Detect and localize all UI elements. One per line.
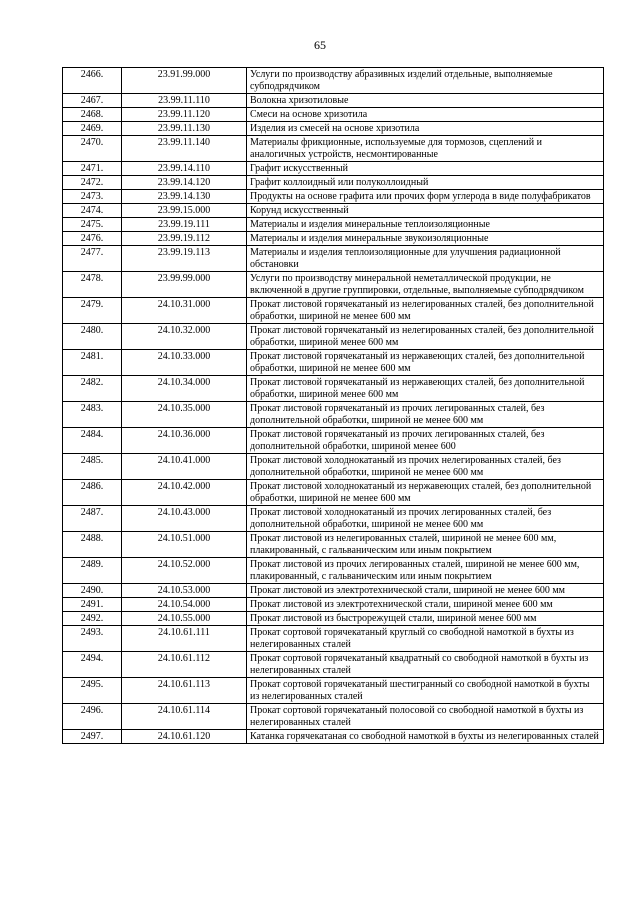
table-row	[63, 272, 604, 298]
description-cell: Прокат листовой горячекатаный из прочих легированных сталей, без дополнительной обработки, шириной не менее 600 мм	[247, 402, 604, 428]
table-row	[63, 584, 604, 598]
row-number-cell: 2466.	[63, 68, 122, 94]
page-number: 65	[314, 38, 326, 52]
description-cell: Прокат сортовой горячекатаный квадратный со свободной намоткой в бухты из нелегированных сталей	[247, 652, 604, 678]
okpd-code-cell: 24.10.33.000	[122, 350, 247, 376]
okpd-code-cell: 23.99.11.140	[122, 136, 247, 162]
okpd-code-cell: 23.99.19.111	[122, 218, 247, 232]
row-number-cell: 2488.	[63, 532, 122, 558]
table-row	[63, 218, 604, 232]
okpd-code-cell: 23.99.14.130	[122, 190, 247, 204]
table-row	[63, 324, 604, 350]
table-row	[63, 652, 604, 678]
row-number-cell: 2477.	[63, 246, 122, 272]
description-cell: Прокат сортовой горячекатаный полосовой со свободной намоткой в бухты из нелегированных сталей	[247, 704, 604, 730]
okpd-code-cell: 24.10.61.114	[122, 704, 247, 730]
okpd-code-cell: 24.10.35.000	[122, 402, 247, 428]
okpd-code-cell: 24.10.36.000	[122, 428, 247, 454]
okpd-code-cell: 24.10.52.000	[122, 558, 247, 584]
row-number-cell: 2487.	[63, 506, 122, 532]
description-cell: Прокат сортовой горячекатаный круглый со свободной намоткой в бухты из нелегированных сталей	[247, 626, 604, 652]
description-cell: Изделия из смесей на основе хризотила	[247, 122, 604, 136]
description-cell: Прокат листовой горячекатаный из нержавеющих сталей, без дополнительной обработки, шириной не менее 600 мм	[247, 350, 604, 376]
okpd-code-cell: 24.10.34.000	[122, 376, 247, 402]
description-cell: Прокат листовой из прочих легированных сталей, шириной не менее 600 мм, плакированный, с гальваническим или иным покрытием	[247, 558, 604, 584]
row-number-cell: 2478.	[63, 272, 122, 298]
description-cell: Материалы фрикционные, используемые для тормозов, сцеплений и аналогичных устройств, несмонтированные	[247, 136, 604, 162]
row-number-cell: 2475.	[63, 218, 122, 232]
table-row	[63, 506, 604, 532]
row-number-cell: 2470.	[63, 136, 122, 162]
table-row	[63, 350, 604, 376]
okpd-code-cell: 24.10.54.000	[122, 598, 247, 612]
row-number-cell: 2476.	[63, 232, 122, 246]
okpd-code-cell: 24.10.61.111	[122, 626, 247, 652]
row-number-cell: 2494.	[63, 652, 122, 678]
description-cell: Прокат сортовой горячекатаный шестигранный со свободной намоткой в бухты из нелегированных сталей	[247, 678, 604, 704]
table-row	[63, 122, 604, 136]
description-cell: Материалы и изделия минеральные теплоизоляционные	[247, 218, 604, 232]
table-row	[63, 162, 604, 176]
row-number-cell: 2467.	[63, 94, 122, 108]
okpd-code-cell: 23.99.11.110	[122, 94, 247, 108]
okpd-code-cell: 24.10.32.000	[122, 324, 247, 350]
table-row	[63, 532, 604, 558]
description-cell: Прокат листовой из электротехнической стали, шириной менее 600 мм	[247, 598, 604, 612]
description-cell: Услуги по производству минеральной неметаллической продукции, не включенной в другие группировки, отдельные, выполняемые субподрядчиком	[247, 272, 604, 298]
description-cell: Прокат листовой горячекатаный из нелегированных сталей, без дополнительной обработки, шириной не менее 600 мм	[247, 298, 604, 324]
table-row	[63, 176, 604, 190]
row-number-cell: 2493.	[63, 626, 122, 652]
description-cell: Графит коллоидный или полуколлоидный	[247, 176, 604, 190]
table-row	[63, 612, 604, 626]
row-number-cell: 2489.	[63, 558, 122, 584]
row-number-cell: 2468.	[63, 108, 122, 122]
row-number-cell: 2497.	[63, 730, 122, 744]
row-number-cell: 2482.	[63, 376, 122, 402]
description-cell: Материалы и изделия теплоизоляционные для улучшения радиационной обстановки	[247, 246, 604, 272]
description-cell: Прокат листовой холоднокатаный из прочих нелегированных сталей, без дополнительной обработки, шириной не менее 600 мм	[247, 454, 604, 480]
table-row	[63, 68, 604, 94]
okpd-code-cell: 23.99.11.120	[122, 108, 247, 122]
okpd-code-cell: 23.99.14.110	[122, 162, 247, 176]
okpd-code-cell: 24.10.61.112	[122, 652, 247, 678]
okpd-code-cell: 23.99.11.130	[122, 122, 247, 136]
okpd-code-cell: 23.99.14.120	[122, 176, 247, 190]
row-number-cell: 2472.	[63, 176, 122, 190]
description-cell: Графит искусственный	[247, 162, 604, 176]
table-row	[63, 558, 604, 584]
table-row	[63, 376, 604, 402]
okpd-code-cell: 24.10.61.120	[122, 730, 247, 744]
description-cell: Прокат листовой горячекатаный из нелегированных сталей, без дополнительной обработки, шириной менее 600 мм	[247, 324, 604, 350]
table-row	[63, 704, 604, 730]
description-cell: Прокат листовой из нелегированных сталей, шириной не менее 600 мм, плакированный, с гальваническим или иным покрытием	[247, 532, 604, 558]
description-cell: Прокат листовой горячекатаный из прочих легированных сталей, без дополнительной обработки, шириной менее 600	[247, 428, 604, 454]
row-number-cell: 2496.	[63, 704, 122, 730]
row-number-cell: 2473.	[63, 190, 122, 204]
row-number-cell: 2492.	[63, 612, 122, 626]
row-number-cell: 2495.	[63, 678, 122, 704]
description-cell: Прокат листовой горячекатаный из нержавеющих сталей, без дополнительной обработки, шириной менее 600 мм	[247, 376, 604, 402]
table-row	[63, 108, 604, 122]
okpd-code-cell: 24.10.61.113	[122, 678, 247, 704]
row-number-cell: 2480.	[63, 324, 122, 350]
row-number-cell: 2481.	[63, 350, 122, 376]
registry-table	[62, 67, 604, 744]
okpd-code-cell: 23.99.19.112	[122, 232, 247, 246]
description-cell: Корунд искусственный	[247, 204, 604, 218]
okpd-code-cell: 24.10.42.000	[122, 480, 247, 506]
description-cell: Прокат листовой холоднокатаный из прочих легированных сталей, без дополнительной обработки, шириной не менее 600 мм	[247, 506, 604, 532]
table-row	[63, 730, 604, 744]
row-number-cell: 2485.	[63, 454, 122, 480]
okpd-code-cell: 24.10.53.000	[122, 584, 247, 598]
table-row	[63, 94, 604, 108]
description-cell: Прокат листовой из быстрорежущей стали, шириной менее 600 мм	[247, 612, 604, 626]
table-row	[63, 626, 604, 652]
table-row	[63, 204, 604, 218]
row-number-cell: 2474.	[63, 204, 122, 218]
description-cell: Продукты на основе графита или прочих форм углерода в виде полуфабрикатов	[247, 190, 604, 204]
table-row	[63, 246, 604, 272]
okpd-code-cell: 23.91.99.000	[122, 68, 247, 94]
okpd-code-cell: 23.99.15.000	[122, 204, 247, 218]
table-row	[63, 598, 604, 612]
description-cell: Прокат листовой из электротехнической стали, шириной не менее 600 мм	[247, 584, 604, 598]
okpd-code-cell: 24.10.43.000	[122, 506, 247, 532]
okpd-code-cell: 24.10.55.000	[122, 612, 247, 626]
description-cell: Смеси на основе хризотила	[247, 108, 604, 122]
row-number-cell: 2469.	[63, 122, 122, 136]
row-number-cell: 2490.	[63, 584, 122, 598]
row-number-cell: 2491.	[63, 598, 122, 612]
table-row	[63, 454, 604, 480]
okpd-code-cell: 24.10.31.000	[122, 298, 247, 324]
description-cell: Прокат листовой холоднокатаный из нержавеющих сталей, без дополнительной обработки, шириной не менее 600 мм	[247, 480, 604, 506]
table-row	[63, 480, 604, 506]
table-row	[63, 402, 604, 428]
okpd-code-cell: 24.10.41.000	[122, 454, 247, 480]
okpd-code-cell: 23.99.99.000	[122, 272, 247, 298]
table-row	[63, 298, 604, 324]
description-cell: Услуги по производству абразивных изделий отдельные, выполняемые субподрядчиком	[247, 68, 604, 94]
row-number-cell: 2486.	[63, 480, 122, 506]
description-cell: Катанка горячекатаная со свободной намоткой в бухты из нелегированных сталей	[247, 730, 604, 744]
row-number-cell: 2483.	[63, 402, 122, 428]
row-number-cell: 2479.	[63, 298, 122, 324]
row-number-cell: 2471.	[63, 162, 122, 176]
table-row	[63, 136, 604, 162]
table-row	[63, 678, 604, 704]
table-row	[63, 232, 604, 246]
table-row	[63, 428, 604, 454]
row-number-cell: 2484.	[63, 428, 122, 454]
registry-table-body	[63, 68, 604, 744]
description-cell: Материалы и изделия минеральные звукоизоляционные	[247, 232, 604, 246]
okpd-code-cell: 24.10.51.000	[122, 532, 247, 558]
table-row	[63, 190, 604, 204]
description-cell: Волокна хризотиловые	[247, 94, 604, 108]
okpd-code-cell: 23.99.19.113	[122, 246, 247, 272]
